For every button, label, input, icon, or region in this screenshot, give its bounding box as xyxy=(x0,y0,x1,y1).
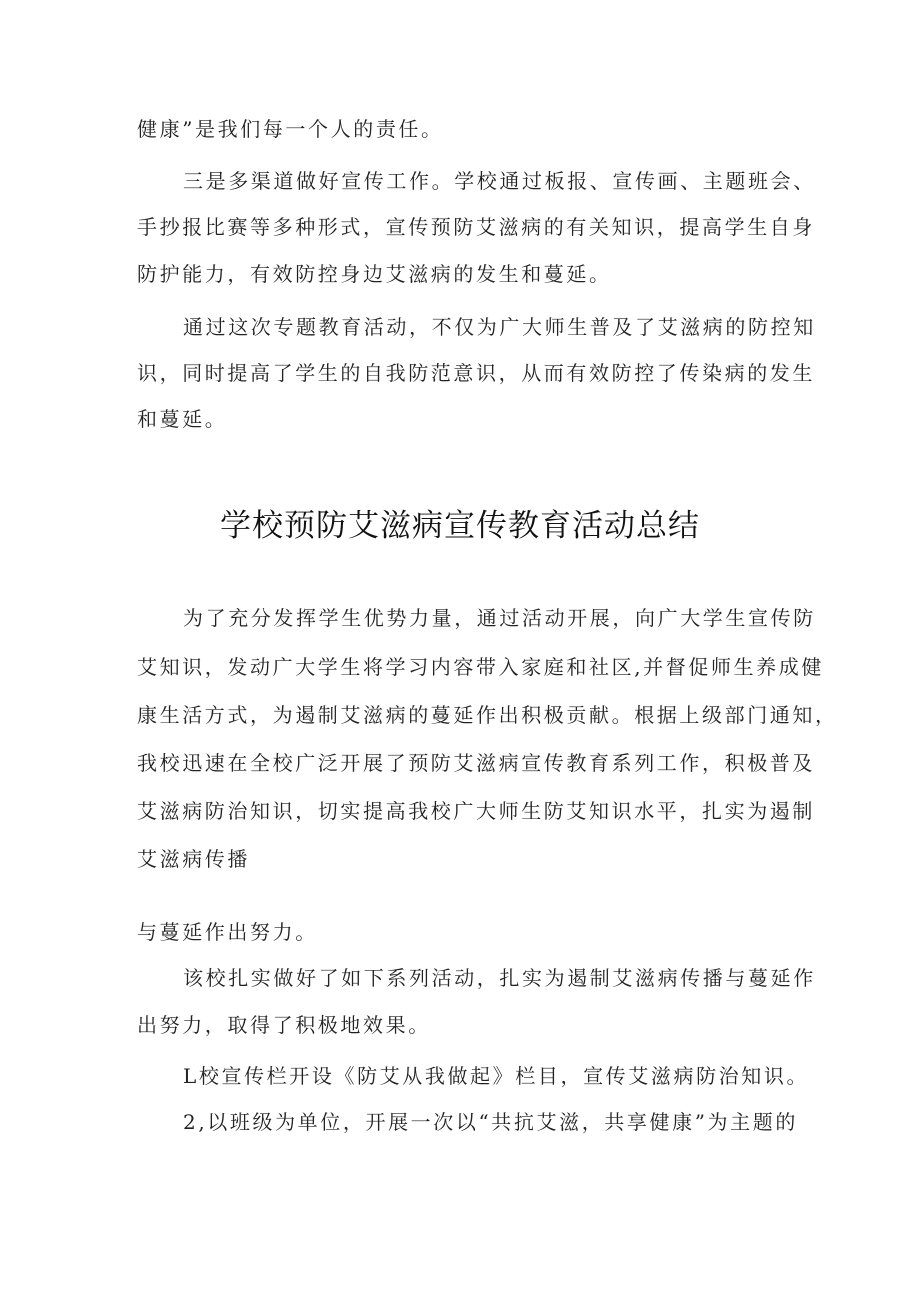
intro-line-4: 防护能力，有效防控身边艾滋病的发生和蔓延。 xyxy=(137,262,612,286)
intro-line-5: 通过这次专题教育活动，不仅为广大师生普及了艾滋病的防控知 xyxy=(183,315,816,339)
intro-line-6: 识，同时提高了学生的自我防范意识，从而有效防控了传染病的发生 xyxy=(137,361,815,385)
body-line-5: 艾滋病防治知识，切实提高我校广大师生防艾知识水平，扎实为遏制 xyxy=(137,799,815,823)
body-line-2: 艾知识，发动广大学生将学习内容带入家庭和社区,并督促师生养成健 xyxy=(137,655,824,679)
body-line-8: 该校扎实做好了如下系列活动，扎实为遏制艾滋病传播与蔓延作 xyxy=(183,966,816,990)
intro-line-7: 和蔓延。 xyxy=(137,407,228,431)
body-line-3: 康生活方式，为遏制艾滋病的蔓延作出积极贡献。根据上级部门通知， xyxy=(137,703,838,727)
intro-line-1: 健康”是我们每一个人的责任。 xyxy=(137,117,444,141)
intro-line-2: 三是多渠道做好宣传工作。学校通过板报、宣传画、主题班会、 xyxy=(183,169,816,193)
body-line-10: L校宣传栏开设《防艾从我做起》栏目，宣传艾滋病防治知识。 xyxy=(183,1064,810,1088)
body-line-11: 2,以班级为单位，开展一次以“共抗艾滋，共享健康”为主题的 xyxy=(183,1110,798,1134)
body-line-4: 我校迅速在全校广泛开展了预防艾滋病宣传教育系列工作，积极普及 xyxy=(137,751,815,775)
body-line-6: 艾滋病传播 xyxy=(137,847,250,871)
body-line-9: 出努力，取得了积极地效果。 xyxy=(137,1013,431,1037)
intro-line-3: 手抄报比赛等多种形式，宣传预防艾滋病的有关知识，提高学生自身 xyxy=(137,215,815,239)
body-line-7: 与蔓延作出努力。 xyxy=(137,920,318,944)
document-title: 学校预防艾滋病宣传教育活动总结 xyxy=(220,508,700,544)
body-line-1: 为了充分发挥学生优势力量，通过活动开展，向广大学生宣传防 xyxy=(183,606,816,630)
